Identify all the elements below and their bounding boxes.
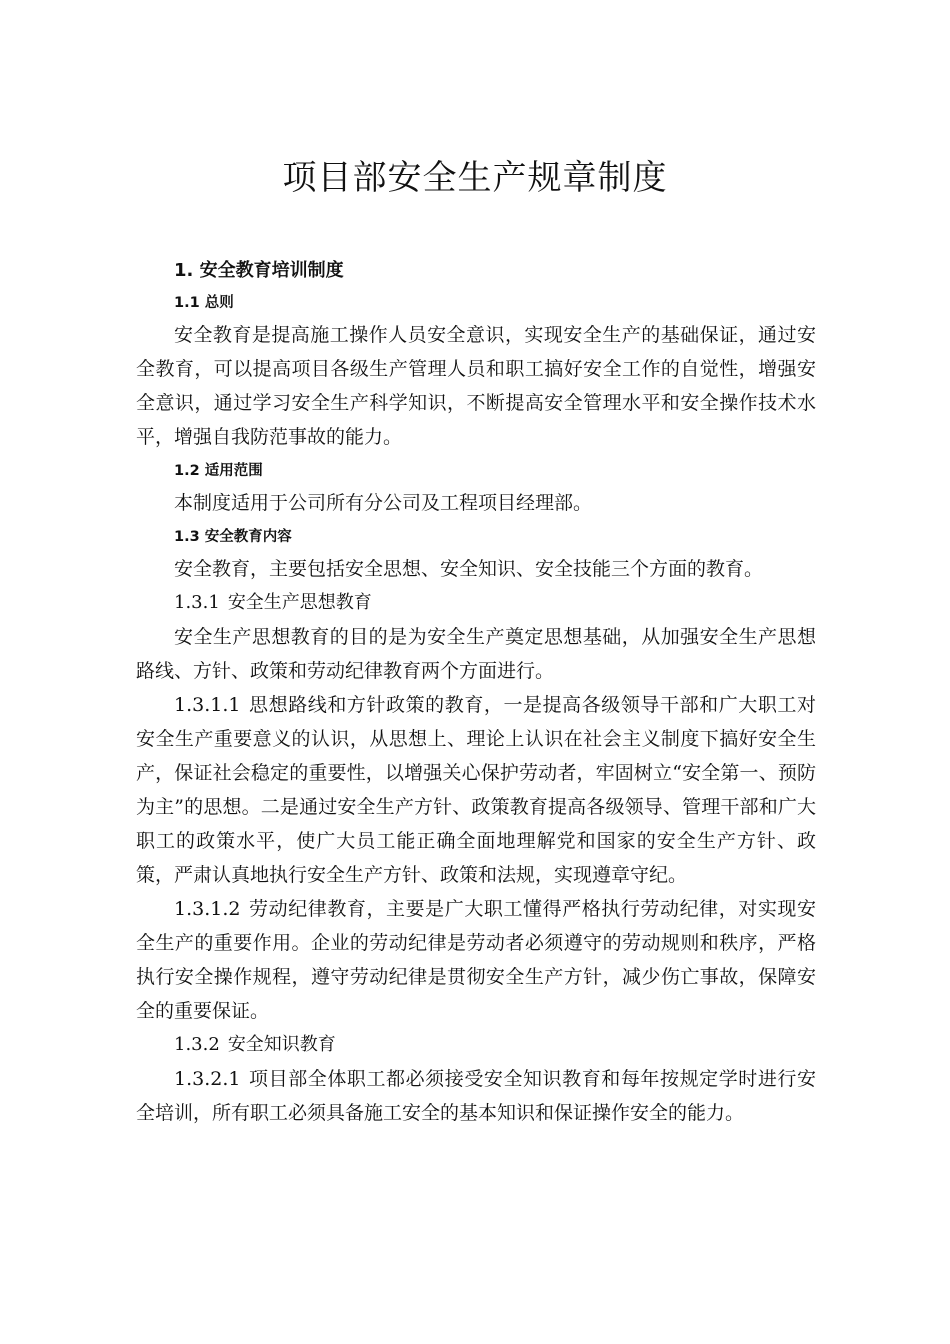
section-1-3-2-1-text: 项目部全体职工都必须接受安全知识教育和每年按规定学时进行安全培训，所有职工必须具备施工安全的基本知识和保证操作安全的能力。 [136, 1068, 816, 1124]
section-1-3-2-heading [174, 1028, 816, 1062]
section-1-2-paragraph: 本制度适用于公司所有分公司及工程项目经理部。 [174, 492, 593, 514]
section-1-3-2-number: 1.3.2 [174, 1034, 220, 1055]
section-1-3-paragraph: 安全教育，主要包括安全思想、安全知识、安全技能三个方面的教育。 [174, 558, 764, 580]
section-1-2-heading: 1.2 适用范围 [174, 463, 263, 479]
section-1-3-1-1-text: 思想路线和方针政策的教育，一是提高各级领导干部和广大职工对安全生产重要意义的认识，从思想上、理论上认识在社会主义制度下搞好安全生产，保证社会稳定的重要性，以增强关心保护劳动者，牢固树立“安全第一、预防为主”的思想。二是通过安全生产方针、政策教育提高各级领导、管理干部和广大职工的政策水平，使广大员工能正确全面地理解党和国家的安全生产方针、政策，严肃认真地执行安全生产方针、政策和法规，实现遵章守纪。 [136, 694, 816, 886]
section-1-1-heading: 1.1 总则 [174, 295, 234, 311]
section-1-3-2-1-paragraph [136, 1062, 816, 1130]
section-1-3-1-1-number: 1.3.1.1 [174, 694, 241, 716]
section-1-1-paragraph: 安全教育是提高施工操作人员安全意识，实现安全生产的基础保证，通过安全教育，可以提高项目各级生产管理人员和职工搞好安全工作的自觉性，增强安全意识，通过学习安全生产科学知识，不断提高安全管理水平和安全操作技术水平，增强自我防范事故的能力。 [136, 324, 816, 448]
section-1-3-1-paragraph: 安全生产思想教育的目的是为安全生产奠定思想基础，从加强安全生产思想路线、方针、政策和劳动纪律教育两个方面进行。 [136, 626, 816, 682]
document-title: 项目部安全生产规章制度 [282, 158, 668, 198]
section-1-3-1-2-number: 1.3.1.2 [174, 898, 241, 920]
section-1-3-1-title: 安全生产思想教育 [227, 592, 372, 613]
section-1-3-1-number: 1.3.1 [174, 592, 220, 613]
section-1-3-heading: 1.3 安全教育内容 [174, 529, 292, 545]
section-1-3-1-heading [174, 586, 816, 620]
document-body [136, 256, 816, 1130]
section-1-3-1-2-paragraph [136, 892, 816, 1028]
section-1-3-2-title: 安全知识教育 [227, 1034, 336, 1055]
section-1-3-1-1-paragraph [136, 688, 816, 892]
section-1-heading: 1. 安全教育培训制度 [174, 260, 344, 281]
section-1-3-1-2-text: 劳动纪律教育，主要是广大职工懂得严格执行劳动纪律，对实现安全生产的重要作用。企业的劳动纪律是劳动者必须遵守的劳动规则和秩序，严格执行安全操作规程，遵守劳动纪律是贯彻安全生产方针，减少伤亡事故，保障安全的重要保证。 [136, 898, 816, 1022]
section-1-3-2-1-number: 1.3.2.1 [174, 1068, 241, 1090]
